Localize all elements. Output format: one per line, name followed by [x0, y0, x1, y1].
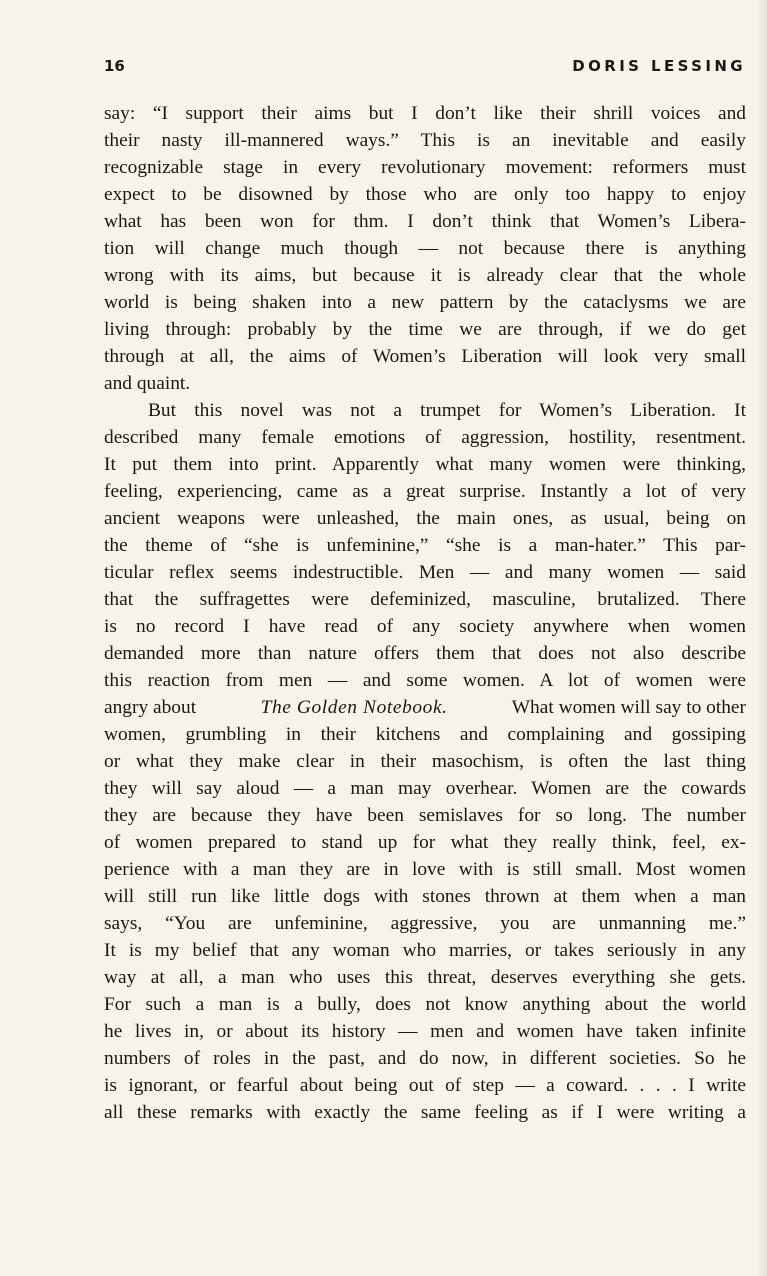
body-line: what has been won for thm. I don’t think that Women’s Libera- [104, 211, 746, 232]
body-line: But this novel was not a trumpet for Women’s Liberation. It [148, 400, 746, 421]
body-line: this reaction from men — and some women. A lot of women were [104, 670, 746, 691]
body-line: and quaint. [104, 373, 191, 394]
body-line: they will say aloud — a man may overhear. Women are the cowards [104, 778, 746, 799]
body-line: all these remarks with exactly the same feeling as if I were writing a [104, 1102, 746, 1123]
body-line: through at all, the aims of Women’s Liberation will look very small [104, 346, 746, 367]
running-head-author: DORIS LESSING [572, 57, 746, 75]
running-head [104, 56, 746, 76]
body-line: For such a man is a bully, does not know anything about the world [104, 994, 746, 1015]
body-line: of women prepared to stand up for what they really think, feel, ex- [104, 832, 746, 853]
book-title-italic: The Golden Notebook. [260, 697, 448, 718]
body-line: described many female emotions of aggression, hostility, resentment. [104, 427, 746, 448]
body-line-text: angry about [104, 697, 201, 718]
body-line: tion will change much though — not because there is anything [104, 238, 746, 259]
page-number: 16 [104, 57, 125, 75]
body-line: recognizable stage in every revolutionary movement: reformers must [104, 157, 746, 178]
body-line: It is my belief that any woman who marries, or takes seriously in any [104, 940, 746, 961]
body-line: It put them into print. Apparently what many women were thinking, [104, 454, 746, 475]
body-line: say: “I support their aims but I don’t like their shrill voices and [104, 103, 746, 124]
body-line: will still run like little dogs with stones thrown at them when a man [104, 886, 746, 907]
body-line: women, grumbling in their kitchens and complaining and gossiping [104, 724, 746, 745]
body-line: that the suffragettes were defeminized, masculine, brutalized. There [104, 589, 746, 610]
body-line [104, 694, 746, 721]
body-line: they are because they have been semislaves for so long. The number [104, 805, 746, 826]
body-line: the theme of “she is unfeminine,” “she is a man-hater.” This par- [104, 535, 746, 556]
body-line: numbers of roles in the past, and do now, in different societies. So he [104, 1048, 746, 1069]
body-line: their nasty ill-mannered ways.” This is an inevitable and easily [104, 130, 746, 151]
body-line: expect to be disowned by those who are only too happy to enjoy [104, 184, 746, 205]
body-line: or what they make clear in their masochism, is often the last thing [104, 751, 746, 772]
body-line: perience with a man they are in love with is still small. Most women [104, 859, 746, 880]
body-line: is no record I have read of any society anywhere when women [104, 616, 746, 637]
body-line: living through: probably by the time we are through, if we do get [104, 319, 746, 340]
body-line: demanded more than nature offers them that does not also describe [104, 643, 746, 664]
body-text [104, 100, 746, 1126]
spine-shadow [757, 0, 767, 1276]
body-line: world is being shaken into a new pattern by the cataclysms we are [104, 292, 746, 313]
body-line-text: What women will say to other [507, 697, 746, 718]
body-line: wrong with its aims, but because it is already clear that the whole [104, 265, 746, 286]
body-line: ticular reflex seems indestructible. Men — and many women — said [104, 562, 746, 583]
body-line: ancient weapons were unleashed, the main ones, as usual, being on [104, 508, 746, 529]
body-line: he lives in, or about its history — men and women have taken infinite [104, 1021, 746, 1042]
body-line: says, “You are unfeminine, aggressive, you are unmanning me.” [104, 913, 746, 934]
body-line: way at all, a man who uses this threat, deserves everything she gets. [104, 967, 746, 988]
body-line: feeling, experiencing, came as a great surprise. Instantly a lot of very [104, 481, 746, 502]
body-line: is ignorant, or fearful about being out of step — a coward. . . . I write [104, 1075, 746, 1096]
